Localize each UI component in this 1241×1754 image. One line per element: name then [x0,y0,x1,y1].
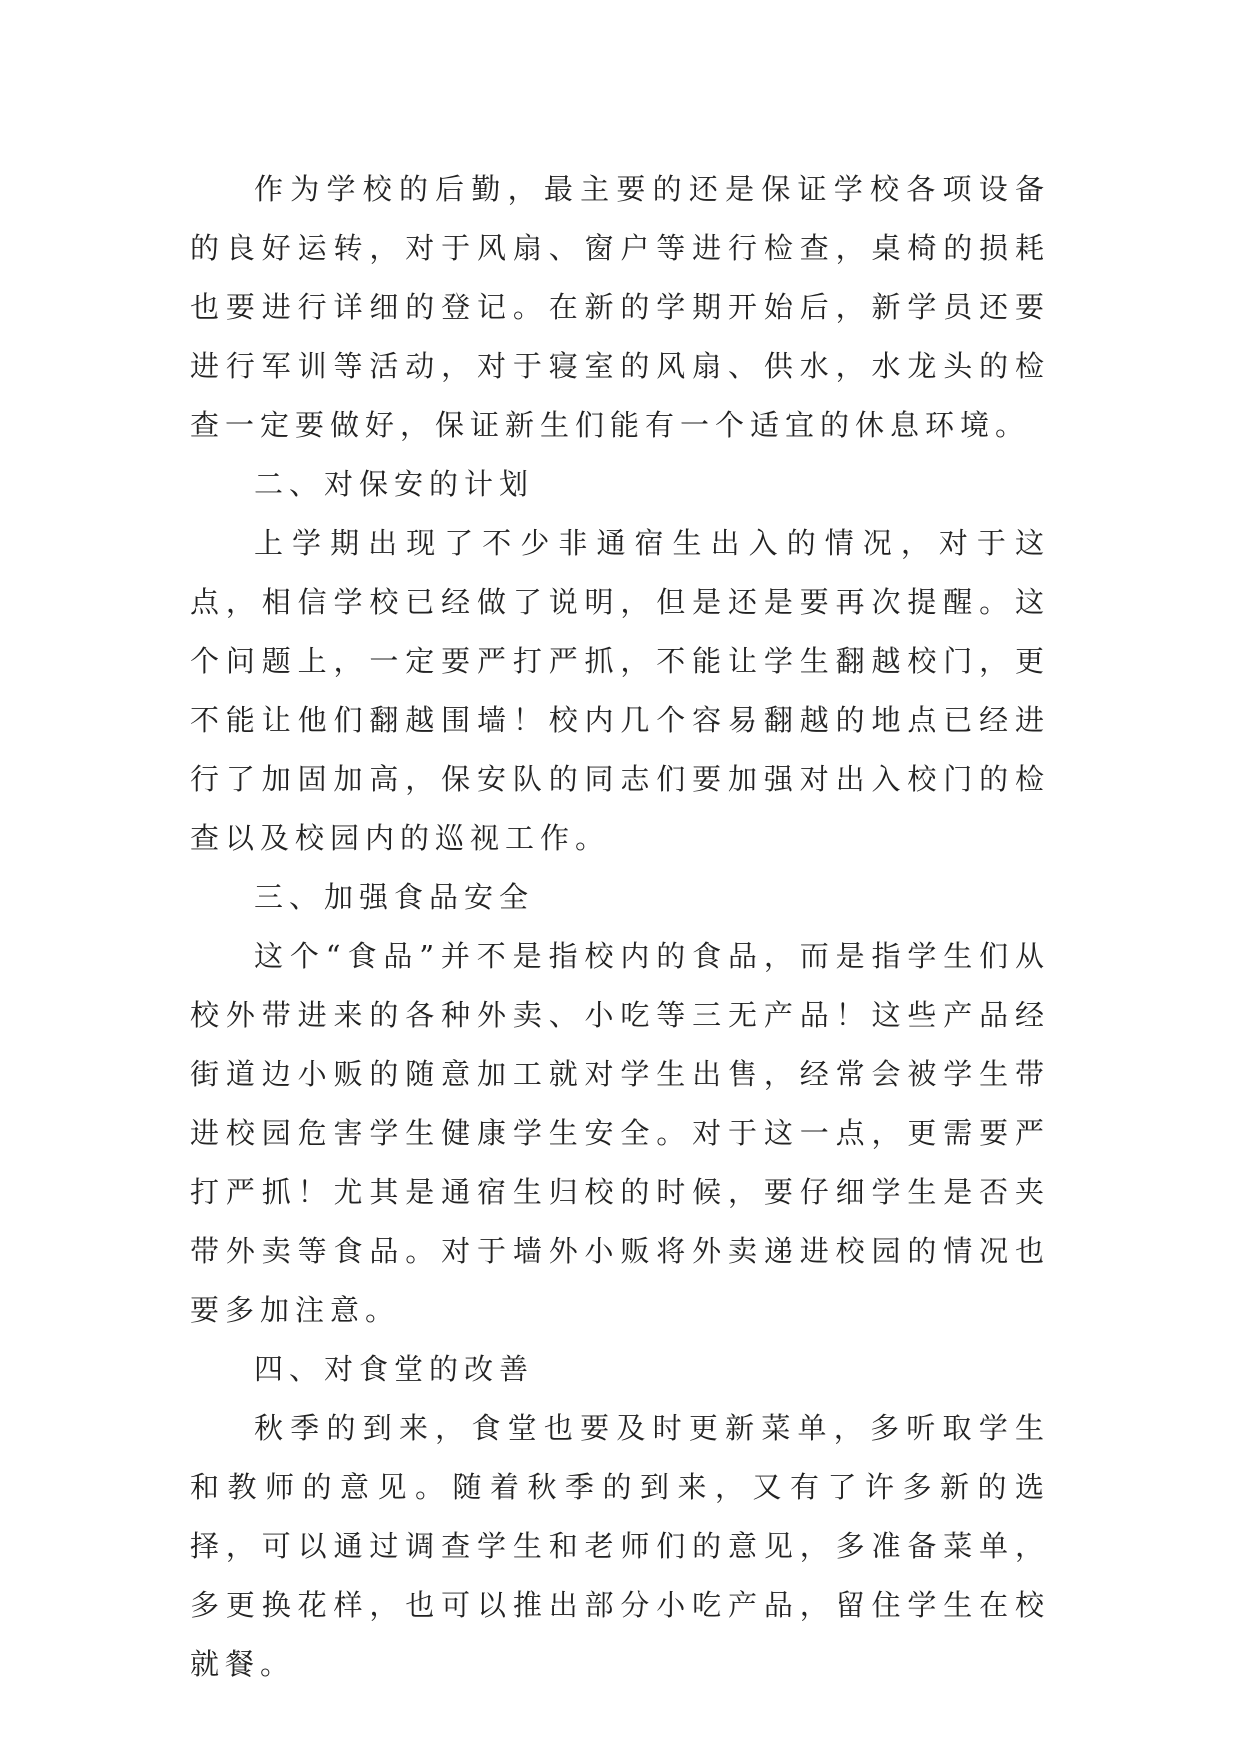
paragraph-logistics: 作为学校的后勤，最主要的还是保证学校各项设备的良好运转，对于风扇、窗户等进行检查，桌椅的损耗也要进行详细的登记。在新的学期开始后，新学员还要进行军训等活动，对于寝室的风扇、供水，水龙头的检查一定要做好，保证新生们能有一个适宜的休息环境。 [190,172,1050,442]
paragraph-canteen: 秋季的到来，食堂也要及时更新菜单，多听取学生和教师的意见。随着秋季的到来，又有了许多新的选择，可以通过调查学生和老师们的意见，多准备菜单，多更换花样，也可以推出部分小吃产品，留住学生在校就餐。 [190,1411,1050,1681]
heading-food-safety: 三、加强食品安全 [254,880,535,914]
heading-canteen: 四、对食堂的改善 [254,1352,535,1386]
paragraph-security: 上学期出现了不少非通宿生出入的情况，对于这点，相信学校已经做了说明，但是还是要再次提醒。这个问题上，一定要严打严抓，不能让学生翻越校门，更不能让他们翻越围墙！校内几个容易翻越的地点已经进行了加固加高，保安队的同志们要加强对出入校门的检查以及校园内的巡视工作。 [190,526,1050,855]
document-body [190,160,1050,1694]
paragraph-food-safety: 这个“食品”并不是指校内的食品，而是指学生们从校外带进来的各种外卖、小吃等三无产品！这些产品经街道边小贩的随意加工就对学生出售，经常会被学生带进校园危害学生健康学生安全。对于这一点，更需要严打严抓！尤其是通宿生归校的时候，要仔细学生是否夹带外卖等食品。对于墙外小贩将外卖递进校园的情况也要多加注意。 [190,939,1050,1327]
heading-security-plan: 二、对保安的计划 [254,467,535,501]
